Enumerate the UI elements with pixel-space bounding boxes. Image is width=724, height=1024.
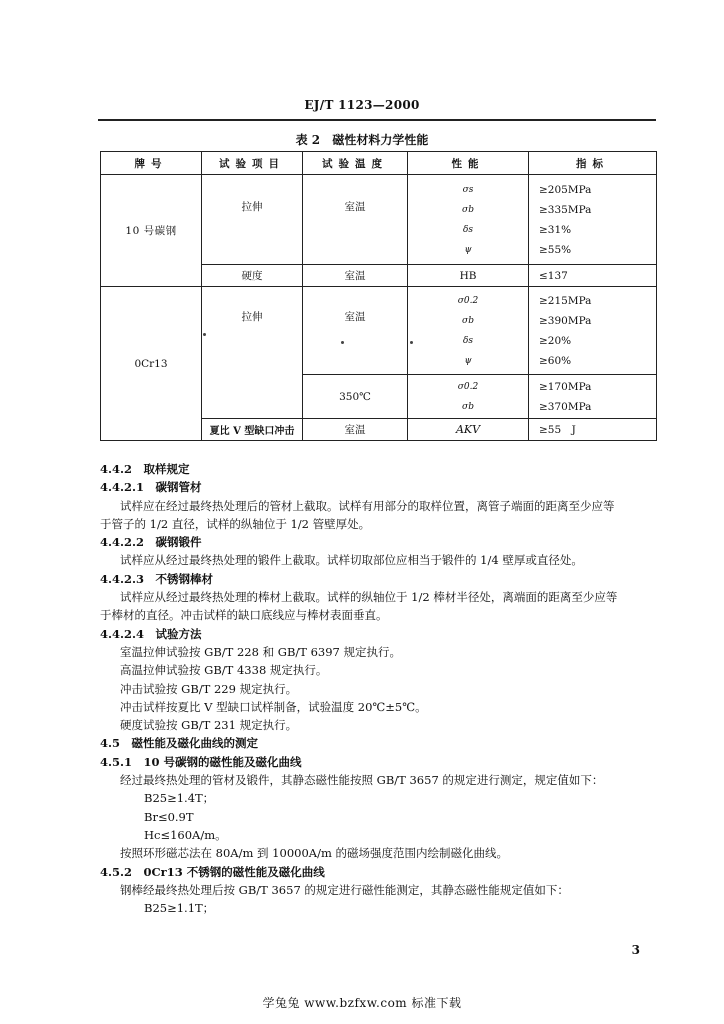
- footer-watermark: 学兔兔 www.bzfxw.com 标准下载: [262, 996, 462, 1010]
- temp-room: 室温: [303, 419, 408, 441]
- requirement-value: ≥170MPa: [539, 380, 592, 393]
- section-heading: 4.5.2 0Cr13 不锈钢的磁性能及磁化曲线: [100, 864, 325, 879]
- scan-speck: [341, 341, 344, 344]
- property-symbol: ψ: [464, 244, 472, 255]
- paragraph: 试样应从经过最终热处理的棒材上截取。试样的纵轴位于 1/2 棒材半径处，离端面的距离至少应等: [120, 590, 618, 605]
- section-heading: 4.4.2.1 碳钢管材: [100, 480, 202, 495]
- list-item: 冲击试样按夏比 V 型缺口试样制备，试验温度 20℃±5℃。: [120, 699, 427, 714]
- header-test-item: 试验项目: [202, 152, 303, 175]
- property-symbol: σ0.2: [457, 295, 479, 306]
- property-symbol: σs: [462, 184, 474, 195]
- property-symbol: δs: [462, 335, 474, 346]
- list-item: 室温拉伸试验按 GB/T 228 和 GB/T 6397 规定执行。: [120, 644, 402, 659]
- section-heading: 4.5 磁性能及磁化曲线的测定: [100, 736, 259, 751]
- paragraph: 试样应从经过最终热处理的锻件上截取。试样切取部位应相当于锻件的 1/4 壁厚或直径处。: [120, 553, 583, 568]
- table-row: [101, 287, 657, 375]
- test-impact: 夏比 V 型缺口冲击: [202, 419, 303, 441]
- requirement-value: ≥55 J: [529, 419, 657, 441]
- value-list: [529, 375, 657, 419]
- paragraph: 于管子的 1/2 直径，试样的纵轴位于 1/2 管壁厚处。: [100, 516, 371, 531]
- page-header-standard: EJ/T 1123—2000: [304, 98, 420, 112]
- property-symbol: σb: [462, 204, 474, 215]
- property-symbol: σb: [462, 315, 474, 326]
- requirement-value: ≥60%: [539, 354, 572, 367]
- temp-room: 室温: [303, 265, 408, 287]
- section-heading: 4.4.2.3 不锈钢棒材: [100, 571, 214, 586]
- requirement-value: ≤137: [529, 265, 657, 287]
- property-symbol: σ0.2: [457, 381, 479, 392]
- property-symbol: ψ: [464, 355, 472, 366]
- header-property: 性能: [408, 152, 529, 175]
- section-heading: 4.4.2 取样规定: [100, 462, 190, 476]
- property-symbol: σb: [462, 401, 474, 412]
- requirement-value: ≥370MPa: [539, 400, 592, 413]
- formula: B25≥1.4T；: [144, 791, 215, 806]
- property-list: [408, 375, 529, 419]
- header-test-temp: 试验温度: [303, 152, 408, 175]
- table-number: 表 2: [295, 133, 321, 147]
- list-item: 高温拉伸试验按 GB/T 4338 规定执行。: [120, 663, 328, 678]
- test-hardness: 硬度: [202, 265, 303, 287]
- formula: Br≤0.9T: [144, 809, 194, 824]
- value-list: [529, 287, 657, 375]
- property-symbol: AKV: [408, 419, 529, 441]
- list-item: 硬度试验按 GB/T 231 规定执行。: [120, 718, 298, 733]
- requirement-value: ≥55%: [539, 243, 572, 256]
- list-item: 冲击试验按 GB/T 229 规定执行。: [120, 681, 298, 696]
- test-tensile: 拉伸: [202, 287, 303, 419]
- header-grade: 牌号: [101, 152, 202, 175]
- requirement-value: ≥205MPa: [539, 183, 592, 196]
- value-list: [529, 175, 657, 265]
- body-text: [100, 460, 660, 917]
- property-symbol: HB: [408, 265, 529, 287]
- grade-carbon-steel: 10 号碳钢: [101, 175, 202, 287]
- requirement-value: ≥20%: [539, 334, 572, 347]
- test-tensile: 拉伸: [202, 175, 303, 265]
- temp-room: 室温: [303, 175, 408, 265]
- section-heading: 4.5.1 10 号碳钢的磁性能及磁化曲线: [100, 754, 302, 769]
- paragraph: 于棒材的直径。冲击试样的缺口底线应与棒材表面垂直。: [100, 608, 388, 623]
- requirement-value: ≥390MPa: [539, 314, 592, 327]
- requirement-value: ≥215MPa: [539, 294, 592, 307]
- page-number: 3: [631, 943, 640, 957]
- paragraph: 钢棒经最终热处理后按 GB/T 3657 的规定进行磁性能测定，其静态磁性能规定值如下：: [120, 882, 569, 897]
- formula: B25≥1.1T；: [144, 901, 215, 916]
- header-requirement: 指标: [529, 152, 657, 175]
- temp-350: 350℃: [303, 375, 408, 419]
- property-symbol: δs: [462, 224, 474, 235]
- section-heading: 4.4.2.2 碳钢锻件: [100, 535, 202, 550]
- table-row: [101, 175, 657, 265]
- temp-room: 室温: [303, 287, 408, 375]
- mechanical-properties-table: [100, 151, 657, 441]
- paragraph: 经过最终热处理的管材及锻件，其静态磁性能按照 GB/T 3657 的规定进行测定，规定值如下：: [120, 773, 604, 788]
- table-caption: [0, 131, 724, 148]
- formula: Hc≤160A/m。: [144, 827, 227, 842]
- requirement-value: ≥335MPa: [539, 203, 592, 216]
- property-list: [408, 175, 529, 265]
- requirement-value: ≥31%: [539, 223, 572, 236]
- table-header-row: [101, 152, 657, 175]
- paragraph: 按照环形磁芯法在 80A/m 到 10000A/m 的磁场强度范围内绘制磁化曲线。: [120, 846, 509, 861]
- property-list: [408, 287, 529, 375]
- grade-stainless: 0Cr13: [101, 287, 202, 441]
- table-title: 磁性材料力学性能: [332, 133, 429, 147]
- scan-speck: [410, 341, 413, 344]
- paragraph: 试样应在经过最终热处理后的管材上截取。试样有用部分的取样位置，离管子端面的距离至少应等: [120, 498, 615, 513]
- scan-speck: [203, 333, 206, 336]
- header-rule: [98, 119, 656, 121]
- section-heading: 4.4.2.4 试验方法: [100, 626, 202, 641]
